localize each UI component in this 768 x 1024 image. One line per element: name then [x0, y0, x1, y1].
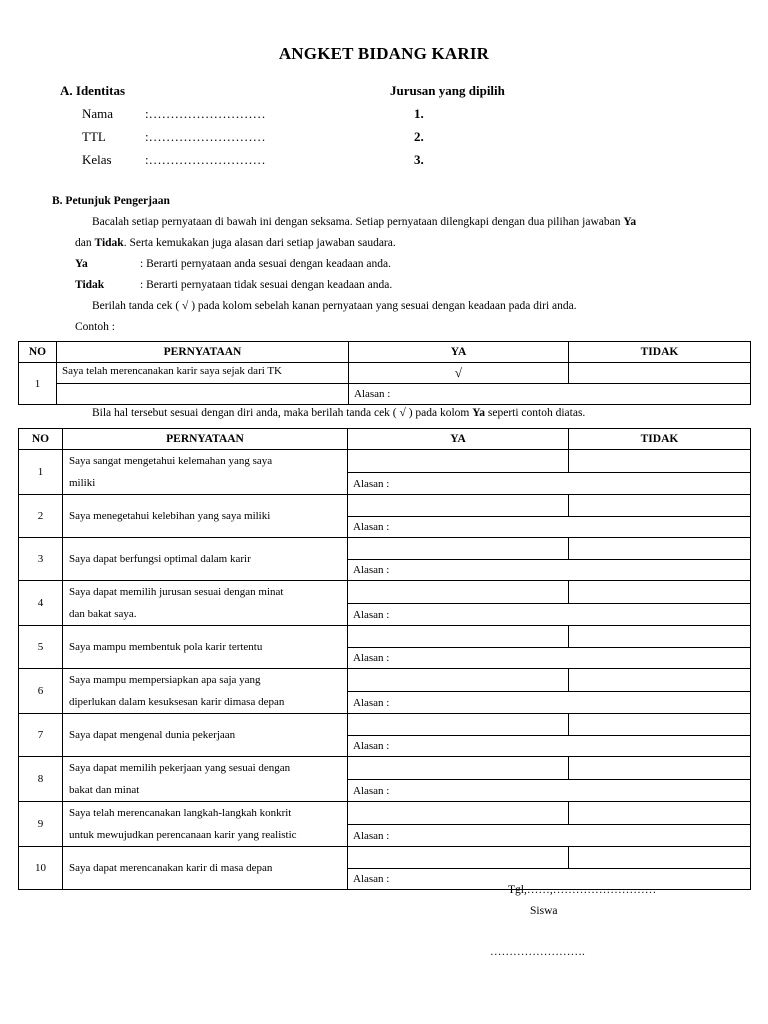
header-no: NO	[19, 429, 63, 450]
example-ya-check[interactable]: √	[349, 363, 569, 384]
example-row	[19, 363, 751, 384]
instruction-note: Bila hal tersebut sesuai dengan diri anda, maka berilah tanda cek ( √ ) pada kolom Ya seperti contoh diatas.	[92, 407, 586, 419]
alasan-cell[interactable]: Alasan :	[348, 473, 751, 495]
tidak-answer-cell[interactable]	[569, 626, 751, 648]
tidak-answer-cell[interactable]	[569, 847, 751, 869]
statement-text	[63, 538, 348, 581]
header-ya: YA	[348, 429, 569, 450]
signature-line: …………………….	[490, 946, 585, 958]
statement-row	[19, 669, 751, 692]
questionnaire-table	[18, 428, 751, 890]
tidak-answer-cell[interactable]	[569, 495, 751, 517]
statement-text	[63, 581, 348, 626]
statement-no: 10	[19, 847, 63, 890]
statement-text	[63, 450, 348, 495]
ya-answer-cell[interactable]	[348, 495, 569, 517]
alasan-cell[interactable]: Alasan :	[348, 560, 751, 581]
petunjuk-line-cek: Berilah tanda cek ( √ ) pada kolom sebelah kanan pernyataan yang sesuai dengan keadaan pada diri anda.	[92, 300, 577, 312]
statement-no: 6	[19, 669, 63, 714]
statement-no: 9	[19, 802, 63, 847]
example-alasan-row	[19, 384, 751, 405]
header-tidak: TIDAK	[569, 429, 751, 450]
ya-answer-cell[interactable]	[348, 581, 569, 604]
statement-no: 7	[19, 714, 63, 757]
statement-line: Saya telah merencanakan langkah-langkah konkrit	[69, 807, 292, 819]
example-header-row	[19, 342, 751, 363]
statement-line: Saya dapat memilih pekerjaan yang sesuai dengan	[69, 762, 291, 774]
alasan-cell[interactable]: Alasan :	[348, 825, 751, 847]
ya-answer-cell[interactable]	[348, 847, 569, 869]
tidak-answer-cell[interactable]	[569, 757, 751, 780]
ya-answer-cell[interactable]	[348, 802, 569, 825]
header-pernyataan: PERNYATAAN	[63, 429, 348, 450]
statement-line: bakat dan minat	[69, 784, 140, 796]
tidak-answer-cell[interactable]	[569, 450, 751, 473]
tidak-answer-cell[interactable]	[569, 714, 751, 736]
questionnaire-header-row	[19, 429, 751, 450]
statement-row	[19, 450, 751, 473]
alasan-cell[interactable]: Alasan :	[348, 604, 751, 626]
statement-no: 1	[19, 450, 63, 495]
field-value[interactable]: :………………………	[145, 152, 266, 167]
statement-line: Saya dapat berfungsi optimal dalam karir	[69, 553, 251, 565]
statement-line: Saya menegetahui kelebihan yang saya miliki	[69, 510, 271, 522]
header-ya: YA	[349, 342, 569, 363]
petunjuk-line-1: Bacalah setiap pernyataan di bawah ini dengan seksama. Setiap pernyataan dilengkapi dengan dua pilihan jawaban Ya	[92, 216, 637, 228]
header-no: NO	[19, 342, 57, 363]
statement-line: miliki	[69, 477, 96, 489]
alasan-cell[interactable]: Alasan :	[348, 780, 751, 802]
statement-line: Saya sangat mengetahui kelemahan yang saya	[69, 455, 273, 467]
jurusan-choice[interactable]: 1.	[414, 106, 424, 121]
tidak-answer-cell[interactable]	[569, 538, 751, 560]
field-label: Nama	[82, 106, 114, 121]
ya-answer-cell[interactable]	[348, 626, 569, 648]
tidak-answer-cell[interactable]	[569, 802, 751, 825]
statement-no: 2	[19, 495, 63, 538]
statement-no: 3	[19, 538, 63, 581]
field-label: TTL	[82, 129, 106, 144]
date-line: Tgl,……,………………………	[508, 884, 657, 896]
statement-row	[19, 802, 751, 825]
statement-text	[63, 714, 348, 757]
field-value[interactable]: :………………………	[145, 129, 266, 144]
statement-no: 4	[19, 581, 63, 626]
alasan-cell[interactable]: Alasan :	[348, 692, 751, 714]
ya-description: : Berarti pernyataan anda sesuai dengan keadaan anda.	[140, 258, 391, 270]
alasan-cell[interactable]: Alasan :	[348, 736, 751, 757]
statement-line: diperlukan dalam kesuksesan karir dimasa depan	[69, 696, 285, 708]
petunjuk-line-2: dan Tidak. Serta kemukakan juga alasan dari setiap jawaban saudara.	[75, 237, 396, 249]
field-label: Kelas	[82, 152, 112, 167]
example-table	[18, 341, 751, 405]
statement-row	[19, 847, 751, 869]
statement-no: 8	[19, 757, 63, 802]
field-value[interactable]: :………………………	[145, 106, 266, 121]
statement-no: 5	[19, 626, 63, 669]
example-alasan[interactable]: Alasan :	[349, 384, 751, 405]
jurusan-choice[interactable]: 2.	[414, 129, 424, 144]
statement-text	[63, 757, 348, 802]
statement-row	[19, 626, 751, 648]
ya-label: Ya	[75, 258, 88, 270]
statement-line: Saya dapat mengenal dunia pekerjaan	[69, 729, 236, 741]
statement-text	[63, 669, 348, 714]
statement-line: dan bakat saya.	[69, 608, 137, 620]
example-blank-cell	[57, 384, 349, 405]
alasan-cell[interactable]: Alasan :	[348, 648, 751, 669]
tidak-answer-cell[interactable]	[569, 669, 751, 692]
statement-text	[63, 847, 348, 890]
statement-text	[63, 495, 348, 538]
statement-line: Saya mampu membentuk pola karir tertentu	[69, 641, 263, 653]
statement-line: Saya dapat merencanakan karir di masa depan	[69, 862, 273, 874]
ya-answer-cell[interactable]	[348, 714, 569, 736]
header-tidak: TIDAK	[569, 342, 751, 363]
example-tidak-cell[interactable]	[569, 363, 751, 384]
alasan-cell[interactable]: Alasan :	[348, 869, 751, 890]
contoh-label: Contoh :	[75, 321, 115, 333]
statement-line: Saya dapat memilih jurusan sesuai dengan minat	[69, 586, 284, 598]
example-statement: Saya telah merencanakan karir saya sejak dari TK	[57, 363, 349, 384]
header-pernyataan: PERNYATAAN	[57, 342, 349, 363]
statement-row	[19, 714, 751, 736]
ya-answer-cell[interactable]	[348, 757, 569, 780]
tidak-answer-cell[interactable]	[569, 581, 751, 604]
ya-answer-cell[interactable]	[348, 450, 569, 473]
ya-answer-cell[interactable]	[348, 669, 569, 692]
alasan-cell[interactable]: Alasan :	[348, 517, 751, 538]
statement-row	[19, 538, 751, 560]
tidak-label: Tidak	[75, 279, 105, 291]
ya-answer-cell[interactable]	[348, 538, 569, 560]
jurusan-heading: Jurusan yang dipilih	[390, 83, 505, 98]
tidak-description: : Berarti pernyataan tidak sesuai dengan keadaan anda.	[140, 279, 393, 291]
document-title: ANGKET BIDANG KARIR	[278, 44, 490, 63]
statement-row	[19, 757, 751, 780]
example-no: 1	[19, 363, 57, 405]
statement-text	[63, 626, 348, 669]
statement-line: Saya mampu mempersiapkan apa saja yang	[69, 674, 261, 686]
siswa-label: Siswa	[530, 905, 558, 917]
jurusan-choice[interactable]: 3.	[414, 152, 424, 167]
statement-line: untuk mewujudkan perencanaan karir yang realistic	[69, 829, 297, 841]
statement-row	[19, 581, 751, 604]
petunjuk-heading: B. Petunjuk Pengerjaan	[52, 195, 170, 207]
statement-text	[63, 802, 348, 847]
identitas-heading: A. Identitas	[60, 83, 126, 98]
statement-row	[19, 495, 751, 517]
